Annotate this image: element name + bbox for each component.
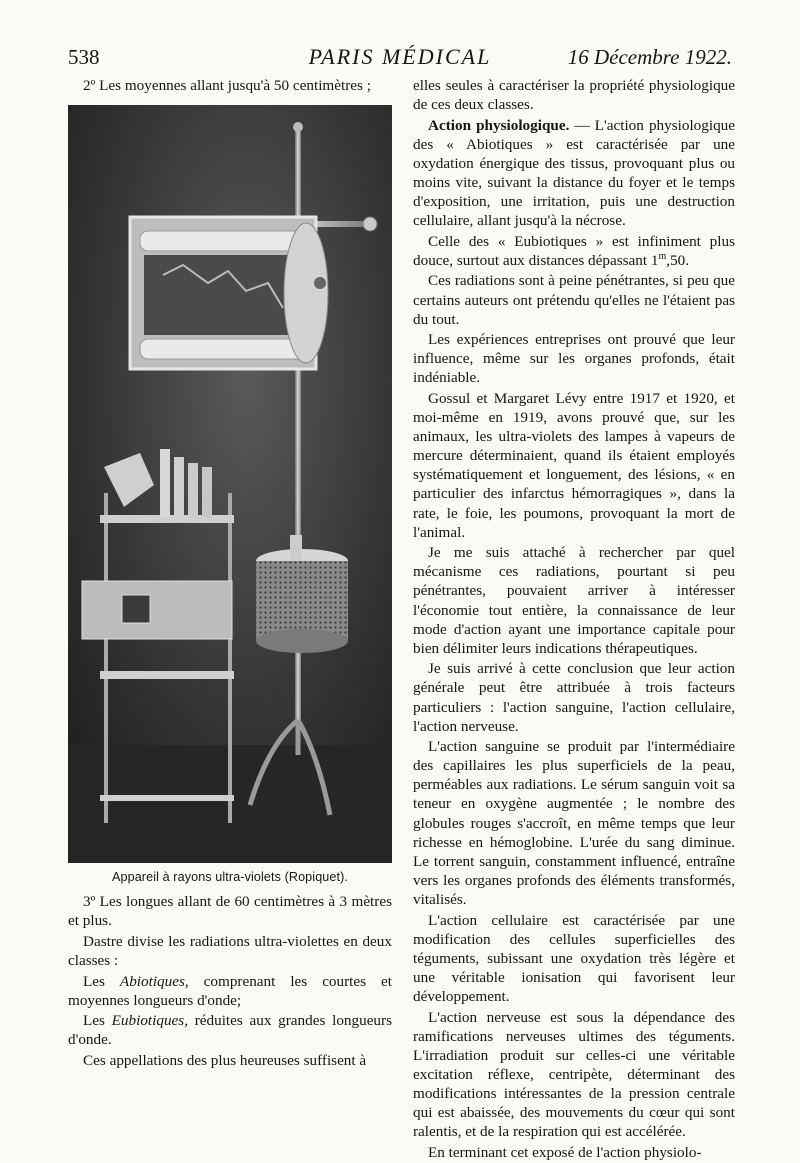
section-heading: Action physiologique. [428,116,570,134]
right-column [413,76,735,1163]
paragraph-action: Action physiologique. — L'action physiologique des « Abiotiques » est caractérisée par une oxydation énergique des tissus, provoquant plus ou moins vite, suivant la distance du foyer et le temps d'exposition, une irritation, puis une destruction cellulaire, allant jusqu'à la nécrose. [413,116,736,230]
term-abiotiques: Abiotiques [119,972,185,990]
paragraph-radiations: Ces radiations sont à peine pénétrantes, si peu que certains auteurs ont prétendu qu'elles ne l'étaient pas du tout. [413,272,735,328]
figure [68,105,392,887]
paragraph-appellations: Ces appellations des plus heureuses suffisent à [83,1051,367,1069]
paragraph-nerveuse: L'action nerveuse est sous la dépendance des ramifications nerveuses ultimes des téguments. L'irradiation produit sur celles-ci une véritable excitation réflexe, centripète, déterminant des modifications intéressantes de la pression centrale qui est abaissée, des mouvements du cœur qui sont ralentis, et de la respiration qui est accélérée. [413,1008,735,1141]
page-header [68,42,732,72]
list-item-long: 3º Les longues allant de 60 centimètres à 3 mètres et plus. [68,893,392,930]
paragraph-sanguine: L'action sanguine se produit par l'intermédiaire des capillaires les plus superficiels de la peau, perméables aux radiations. Le sérum sanguin voit sa teneur en oxygène augmentée ; le nombre des globules rouges s'accroît, en même temps que leur richesse en hémoglobine. L'urée du sang diminue. Le torrent sanguin, constamment influencé, entraîne vers les organes profonds des éléments transformés, vitalisés. [413,738,735,908]
list-item-medium: 2º Les moyennes allant jusqu'à 50 centimètres ; [83,77,371,94]
paragraph-experiences: Les expériences entreprises ont prouvé que leur influence, même sur les organes profonds, était indéniable. [413,331,735,387]
paragraph-cellulaire: L'action cellulaire est caractérisée par une modification des cellules superficielles des téguments, subissant une oxydation très légère et une véritable ionisation qui favorisent leur développement. [413,911,735,1005]
lamp-housing [130,217,328,369]
cylindrical-box [256,535,348,653]
paragraph-eubiotiques-distance: Celle des « Eubiotiques » est infiniment plus douce, surtout aux distances dépassant 1$^m$,50. [413,232,735,269]
paragraph-dastre: Dastre divise les radiations ultra-violettes en deux classes : [68,932,392,969]
paragraph-gossul: Gossul et Margaret Lévy entre 1917 et 1920, et moi-même en 1919, avons prouvé que, sur les animaux, les ultra-violets des lampes à vapeurs de mercure déterminaient, quand ils étaient employés systématiquement et longuement, des lésions, « en particulier des infarctus hémorragiques », dans la rate, le foie, les poumons, provoquant la mort de l'animal. [413,390,735,541]
issue-date: 16 Décembre 1922. [567,45,732,69]
paragraph-terminant: En terminant cet exposé de l'action physiolo- [428,1143,702,1161]
paragraph-eubiotiques: Les Eubiotiques, réduites aux grandes longueurs d'onde. [68,1012,392,1049]
paragraph-arrive: Je suis arrivé à cette conclusion que leur action générale peut être attribuée à trois facteurs particuliers : l'action sanguine, l'action cellulaire, l'action nerveuse. [413,660,735,735]
paragraph-continuation: elles seules à caractériser la propriété physiologique de ces deux classes. [413,77,735,114]
term-eubiotiques: Eubiotiques [111,1012,185,1030]
page-number: 538 [68,45,100,69]
left-column [68,76,392,1072]
paragraph-attache: Je me suis attaché à rechercher par quel mécanisme ces radiations, pourtant si peu pénétrantes, pouvaient arriver à intéresser l'économie tout entière, la connaissance de leur mode d'action ayant une importance capitale pour bien délimiter leurs indications thérapeutiques. [413,544,735,657]
paragraph-abiotiques: Les Abiotiques, comprenant les courtes et moyennes longueurs d'onde; [68,972,392,1009]
figure-caption: Appareil à rayons ultra-violets (Ropiquet). [112,870,348,885]
journal-title: PARIS MÉDICAL [308,44,492,69]
uv-apparatus-photo [68,105,392,863]
